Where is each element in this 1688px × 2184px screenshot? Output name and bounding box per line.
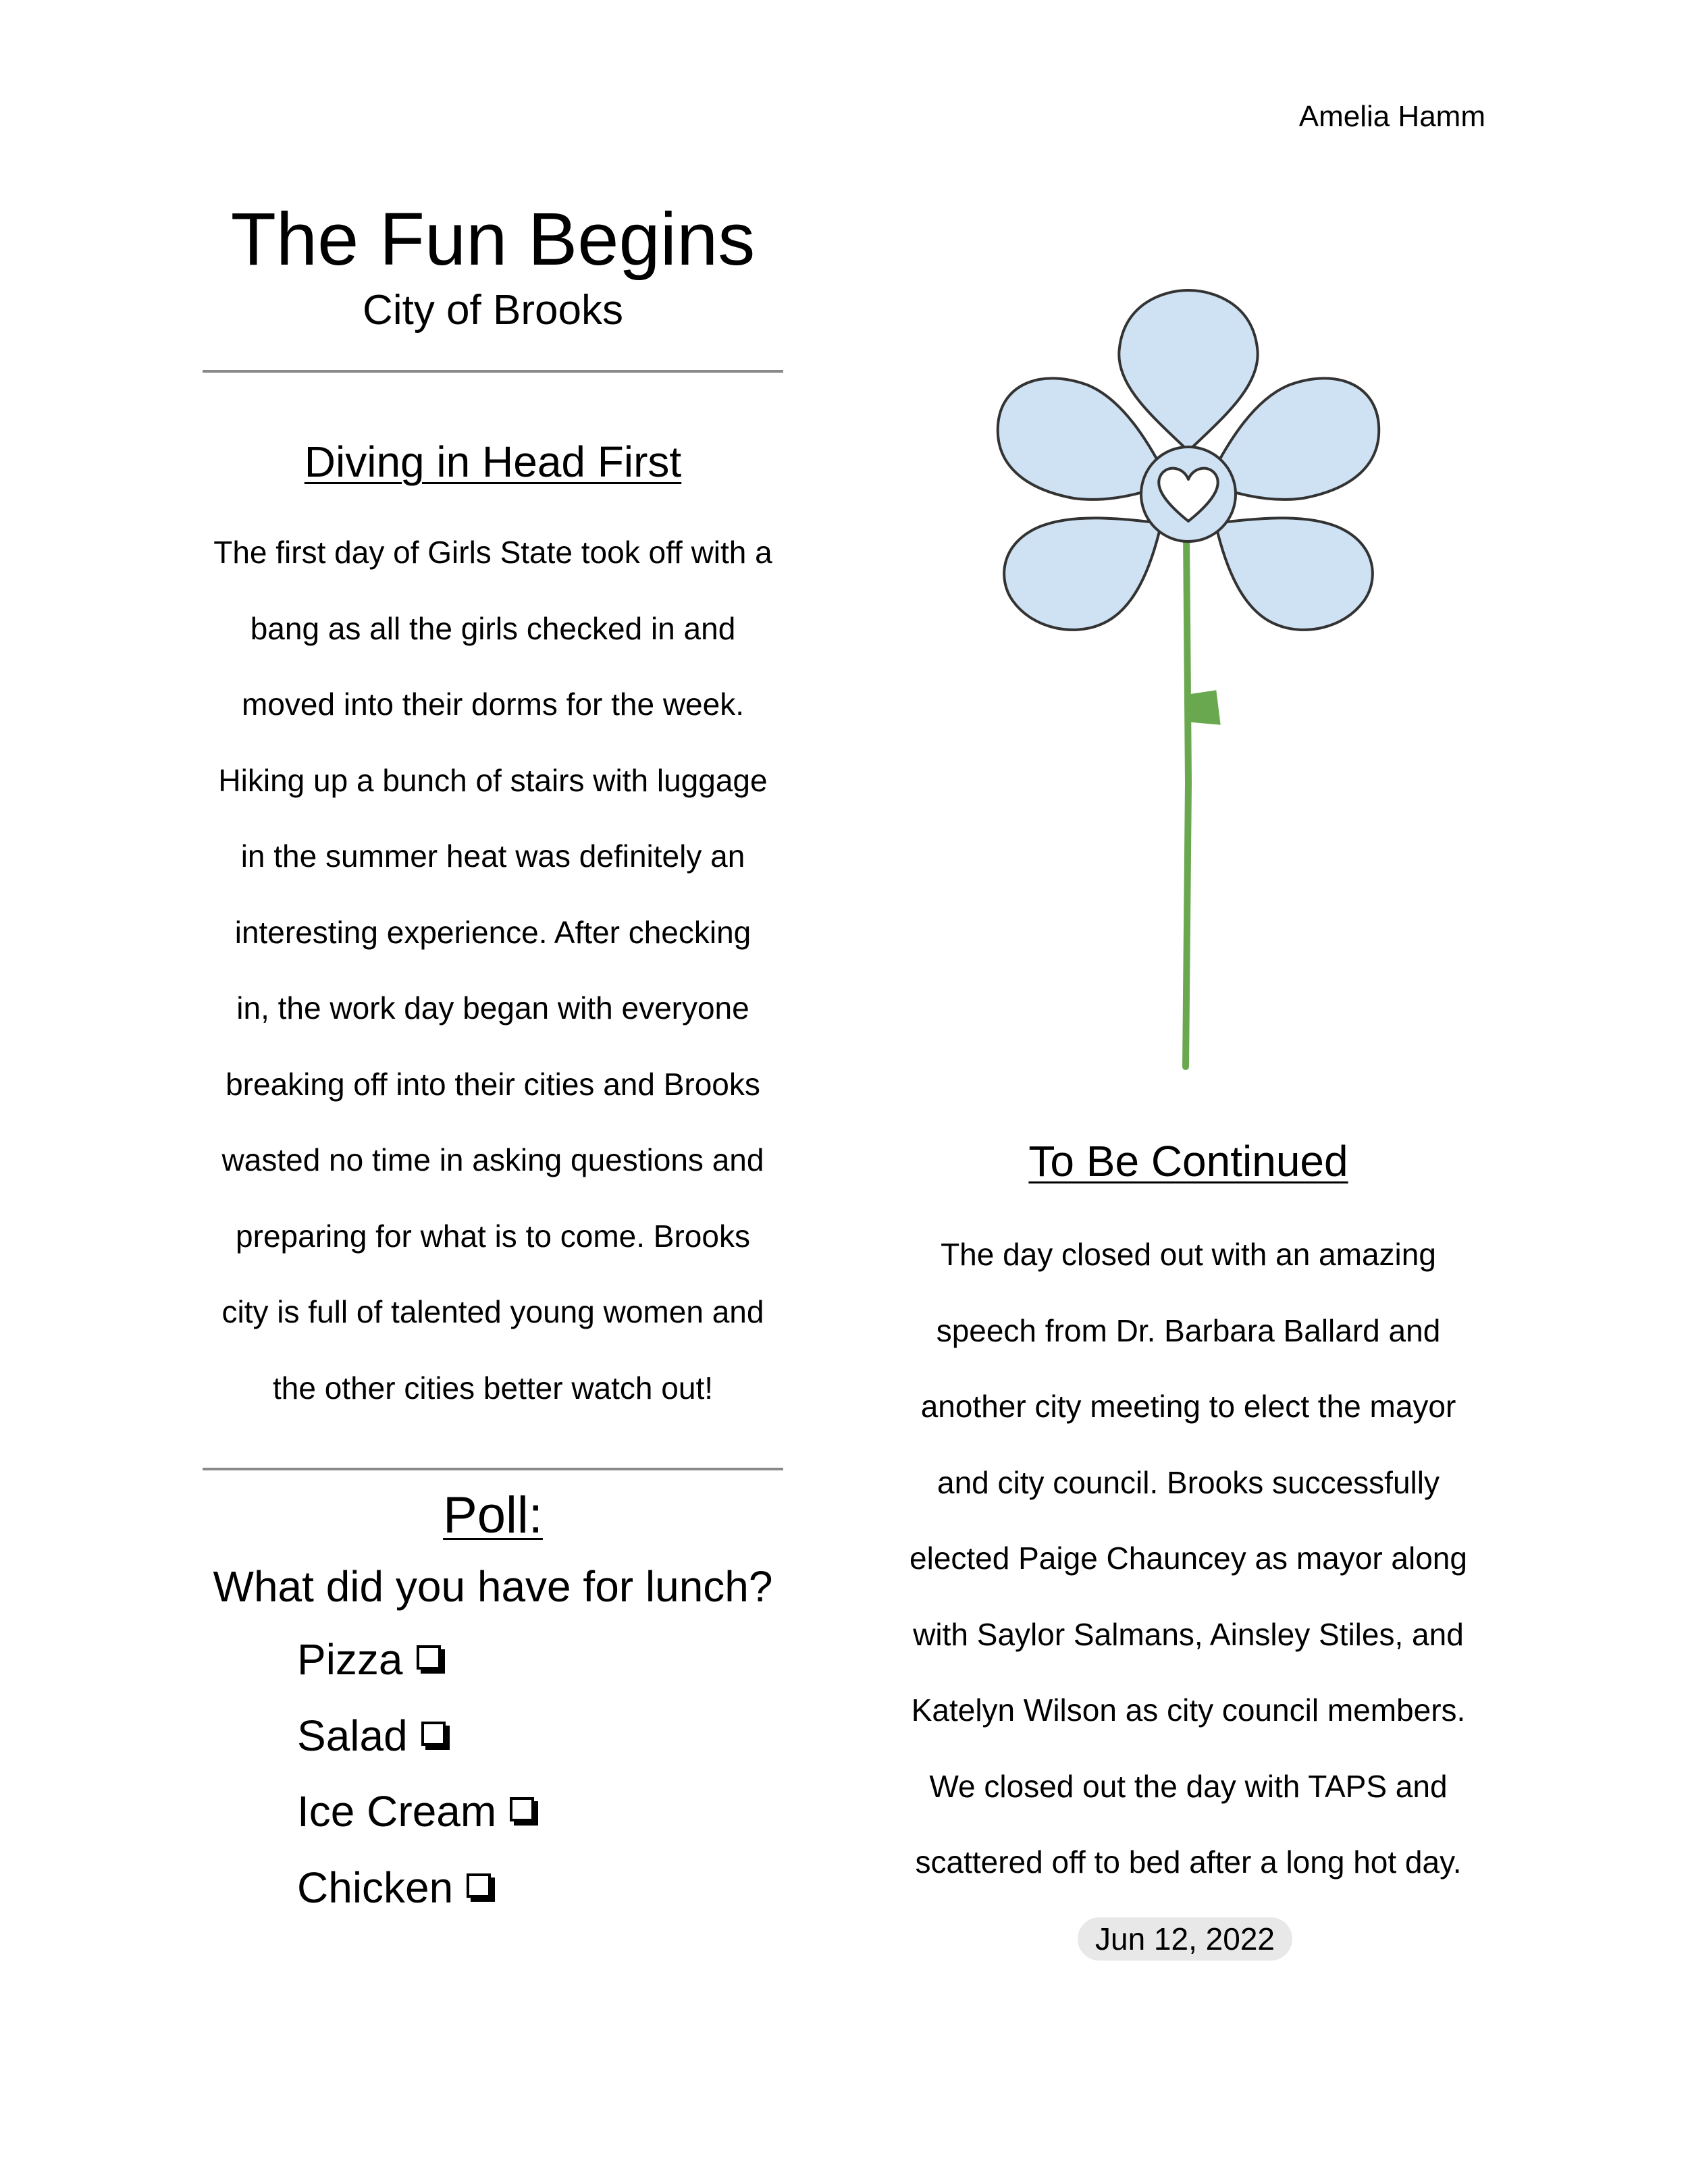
article-line: breaking off into their cities and Brooks (226, 1066, 760, 1102)
poll-question: What did you have for lunch? (213, 1562, 773, 1611)
article-line: moved into their dorms for the week. (242, 687, 744, 722)
continued-line: The day closed out with an amazing (941, 1237, 1436, 1272)
article-line: The first day of Girls State took off with a (213, 535, 772, 570)
article-line: interesting experience. After checking (234, 914, 751, 950)
article-line: wasted no time in asking questions and (221, 1142, 764, 1177)
petal-lower-right (1215, 518, 1373, 630)
continued-line: with Saylor Salmans, Ainsley Stiles, and (913, 1616, 1464, 1652)
article-line: the other cities better watch out! (272, 1370, 714, 1406)
poll-option-salad (297, 1698, 790, 1774)
poll-option-label: Salad (297, 1711, 408, 1760)
left-column (196, 196, 790, 1925)
poll-option-pizza (297, 1622, 790, 1698)
date-chip[interactable]: Jun 12, 2022 (1078, 1917, 1292, 1961)
poll-options (297, 1622, 790, 1925)
continued-line: scattered off to bed after a long hot day. (915, 1844, 1462, 1880)
article-body (196, 514, 790, 1426)
divider-top (203, 370, 783, 373)
checkbox-icon[interactable] (421, 1722, 446, 1746)
continued-line: Katelyn Wilson as city council members. (911, 1693, 1466, 1728)
poll-option-label: Pizza (297, 1635, 403, 1684)
article-line: preparing for what is to come. Brooks (236, 1218, 750, 1254)
article-line: in the summer heat was definitely an (240, 838, 745, 874)
flower-icon (986, 284, 1391, 1073)
continued-line: another city meeting to elect the mayor (920, 1389, 1456, 1424)
checkbox-icon[interactable] (467, 1873, 491, 1898)
continued-line: speech from Dr. Barbara Ballard and (936, 1312, 1441, 1348)
page-subtitle: City of Brooks (363, 287, 623, 334)
continued-body (878, 1217, 1499, 1900)
article-line: Hiking up a bunch of stairs with luggage (218, 762, 768, 798)
page-title: The Fun Begins (230, 198, 756, 281)
poll-heading: Poll: (443, 1487, 543, 1544)
poll-option-ice-cream (297, 1774, 790, 1850)
continued-line: and city council. Brooks successfully (937, 1464, 1440, 1500)
petal-top (1119, 290, 1257, 451)
leaf-icon (1188, 691, 1219, 724)
poll-option-label: Chicken (297, 1863, 454, 1912)
petal-lower-left (1004, 518, 1161, 630)
divider-poll (203, 1468, 783, 1470)
article-line: in, the work day began with everyone (236, 990, 749, 1026)
continued-line: elected Paige Chauncey as mayor along (909, 1541, 1467, 1576)
article-heading: Diving in Head First (304, 437, 682, 486)
stem (1186, 533, 1188, 1067)
article-line: city is full of talented young women and (221, 1294, 764, 1329)
author-name: Amelia Hamm (1298, 100, 1485, 133)
checkbox-icon[interactable] (417, 1645, 441, 1670)
poll-option-chicken (297, 1850, 790, 1926)
checkbox-icon[interactable] (510, 1797, 534, 1821)
continued-heading: To Be Continued (1028, 1137, 1348, 1186)
poll-option-label: Ice Cream (297, 1787, 497, 1836)
continued-line: We closed out the day with TAPS and (929, 1768, 1448, 1804)
article-line: bang as all the girls checked in and (250, 610, 736, 646)
